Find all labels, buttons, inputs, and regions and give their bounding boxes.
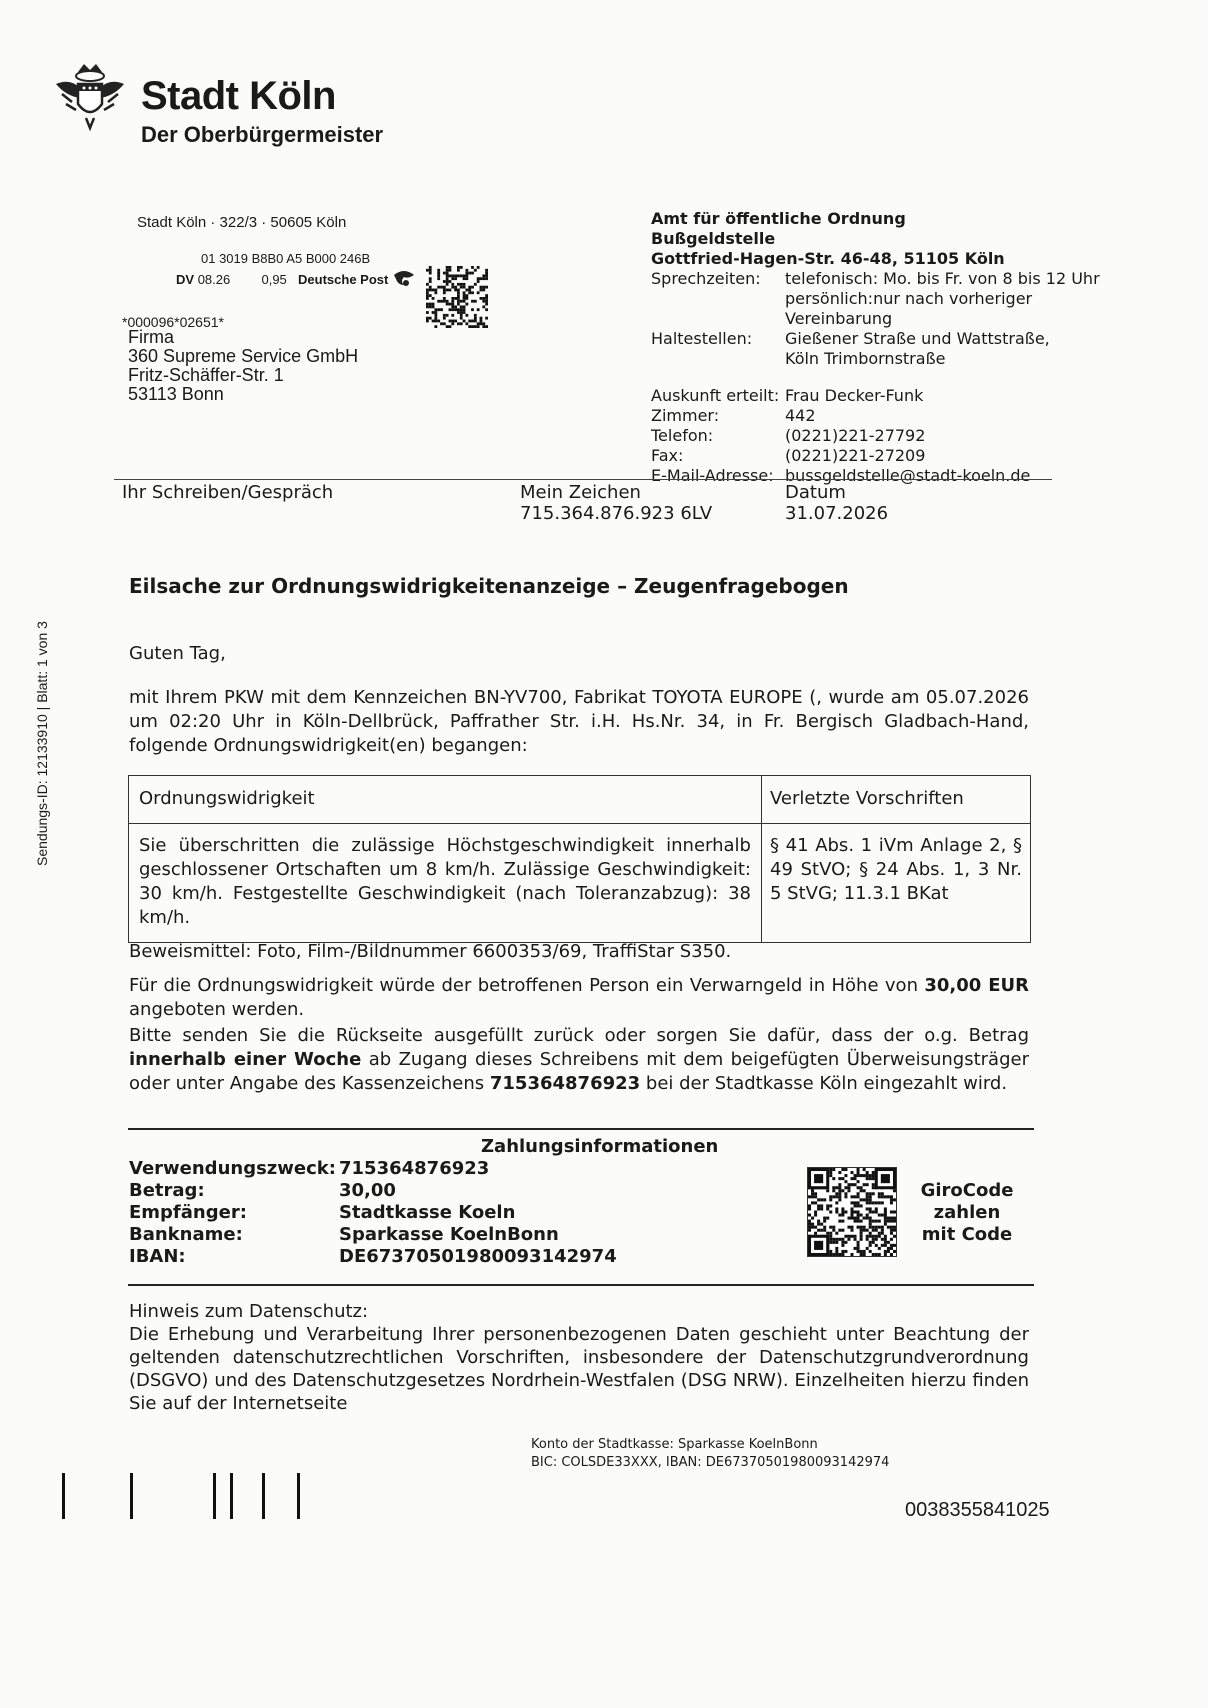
post-horn-icon: [392, 269, 416, 292]
footer-bank: [531, 1436, 889, 1472]
violation-table: [128, 775, 1031, 943]
authority-address: Gottfried-Hagen-Str. 46-48, 51105 Köln: [651, 249, 1005, 268]
hours-visit: persönlich:nur nach vorheriger Vereinbarung: [785, 289, 1033, 328]
payment-recipient: Stadtkasse Koeln: [339, 1202, 516, 1223]
contact-key: E-Mail-Adresse:: [651, 466, 774, 485]
payment-purpose: 715364876923: [339, 1158, 490, 1179]
postage-code: 01 3019 B8B0 A5 B000 246B: [201, 251, 371, 266]
stops-label: Haltestellen:: [651, 329, 753, 348]
contact-phone: (0221)221-27792: [785, 426, 926, 445]
recipient-line: 53113 Bonn: [128, 384, 224, 404]
girocode-line: GiroCode: [920, 1180, 1014, 1201]
payment-bottom-rule: [128, 1284, 1034, 1286]
postage-carrier: Deutsche Post: [298, 271, 389, 287]
privacy-text: Die Erhebung und Verarbeitung Ihrer personenbezogenen Daten geschieht unter Beachtung der geltenden datenschutzrechtlichen Vorschriften, insbesondere der Datenschutzgrundverordnung (DSGVO) und des Datenschutzgesetzes Nordrhein-Westfalen (DSG NRW). Einzelheiten hierzu finden Sie auf der Internetseite: [129, 1324, 1029, 1414]
postage-matrix-code: [426, 266, 488, 332]
recipient-line: Fritz-Schäffer-Str. 1: [128, 365, 284, 385]
offense-rules: § 41 Abs. 1 iVm Anlage 2, § 49 StVO; § 24 Abs. 1, 3 Nr. 5 StVG; 11.3.1 BKat: [762, 824, 1031, 943]
contact-key: Fax:: [651, 446, 684, 465]
contact-email[interactable]: bussgeldstelle@stadt-koeln.de: [785, 466, 1031, 485]
privacy-title: Hinweis zum Datenschutz:: [129, 1301, 369, 1322]
girocode-box[interactable]: [807, 1167, 897, 1257]
hours-phone: telefonisch: Mo. bis Fr. von 8 bis 12 Uhr: [785, 269, 1100, 288]
girocode-line: mit Code: [921, 1224, 1013, 1245]
request-cash-code: 715364876923: [489, 1073, 641, 1094]
hours-label: Sprechzeiten:: [651, 269, 761, 288]
fine-text: Für die Ordnungswidrigkeit würde der betroffenen Person ein Verwarngeld in Höhe von: [129, 975, 925, 996]
divider: [114, 479, 1052, 480]
omr-mark: [130, 1473, 133, 1519]
postage-line: [176, 269, 416, 292]
girocode-line: zahlen: [933, 1202, 1001, 1223]
contact-fax: (0221)221-27209: [785, 446, 926, 465]
date-label: Datum: [785, 482, 846, 503]
contact-key: Zimmer:: [651, 406, 720, 425]
evidence: Beweismittel: Foto, Film-/Bildnummer 6600353/69, TraffiStar S350.: [129, 941, 732, 962]
stops-1: Gießener Straße und Wattstraße,: [785, 329, 1050, 348]
subject: Eilsache zur Ordnungswidrigkeitenanzeige – Zeugenfragebogen: [129, 574, 849, 598]
omr-mark: [213, 1473, 216, 1519]
postage-dv-number: 08.26: [197, 271, 231, 287]
table-header-offense: Ordnungswidrigkeit: [129, 776, 762, 824]
contact-key: Telefon:: [651, 426, 714, 445]
request-paragraph: [129, 1024, 1029, 1096]
request-text-end: bei der Stadtkasse Köln eingezahlt wird.: [640, 1073, 1008, 1094]
fine-paragraph: [129, 974, 1029, 1022]
payment-key: Betrag:: [129, 1180, 205, 1201]
city-logo: [50, 58, 130, 134]
omr-mark: [230, 1473, 233, 1519]
payment-details: [129, 1158, 617, 1268]
footer-bank-line: BIC: COLSDE33XXX, IBAN: DE67370501980093142974: [531, 1455, 890, 1470]
table-header-rules: Verletzte Vorschriften: [762, 776, 1031, 824]
contact-key: Auskunft erteilt:: [651, 386, 780, 405]
my-ref-value: 715.364.876.923 6LV: [520, 503, 713, 524]
table-row: [129, 824, 1031, 943]
qr-code-icon: [808, 1168, 896, 1256]
contact-room: 442: [785, 406, 816, 425]
my-ref-label: Mein Zeichen: [520, 482, 641, 503]
request-deadline: innerhalb einer Woche: [129, 1049, 362, 1070]
office-title: Der Oberbürgermeister: [141, 122, 384, 147]
your-letter-label: Ihr Schreiben/Gespräch: [122, 482, 334, 503]
fine-amount: 30,00 EUR: [924, 975, 1029, 996]
authority-block: [651, 209, 1111, 486]
offense-description: Sie überschritten die zulässige Höchstgeschwindigkeit innerhalb geschlossener Ortschaften um 8 km/h. Zulässige Geschwindigkeit: 30 km/h. Festgestellte Geschwindigkeit (nach Toleranzabzug): 38 km/h.: [129, 824, 762, 943]
girocode-label: [908, 1180, 1026, 1246]
payment-key: IBAN:: [129, 1246, 186, 1267]
omr-mark: [297, 1473, 300, 1519]
omr-mark: [62, 1473, 65, 1519]
request-text: Bitte senden Sie die Rückseite ausgefüllt zurück oder sorgen Sie dafür, dass der o.g. Betrag: [129, 1025, 1029, 1046]
greeting: Guten Tag,: [129, 643, 226, 664]
postage-amount: 0,95: [261, 271, 287, 287]
stops-2: Köln Trimbornstraße: [785, 349, 946, 368]
postage-dv: DV: [176, 271, 195, 287]
city-name: Stadt Köln: [141, 74, 336, 118]
payment-title: Zahlungsinformationen: [481, 1136, 719, 1157]
shipment-id: Sendungs-ID: 12133910 | Blatt: 1 von 3: [34, 621, 50, 866]
omr-mark: [262, 1473, 265, 1519]
intro-paragraph: mit Ihrem PKW mit dem Kennzeichen BN-YV700, Fabrikat TOYOTA EUROPE (, wurde am 05.07.2026 um 02:20 Uhr in Köln-Dellbrück, Paffrather Str. i.H. Hs.Nr. 34, in Fr. Bergisch Gladbach-Hand, folgende Ordnungswidrigkeit(en) begangen:: [129, 687, 1029, 756]
coat-of-arms-icon: [50, 58, 130, 134]
sender-line: Stadt Köln · 322/3 · 50605 Köln: [137, 214, 347, 231]
recipient-line: 360 Supreme Service GmbH: [128, 346, 359, 366]
payment-key: Verwendungszweck:: [129, 1158, 336, 1179]
table-header-row: [129, 776, 1031, 824]
payment-bank: Sparkasse KoelnBonn: [339, 1224, 559, 1245]
payment-key: Bankname:: [129, 1224, 243, 1245]
payment-amount: 30,00: [339, 1180, 396, 1201]
contact-person: Frau Decker-Funk: [785, 386, 924, 405]
fine-text-end: angeboten werden.: [129, 999, 305, 1020]
payment-iban: DE67370501980093142974: [339, 1246, 617, 1267]
recipient-line: Firma: [128, 327, 174, 347]
payment-key: Empfänger:: [129, 1202, 247, 1223]
authority-unit: Bußgeldstelle: [651, 229, 776, 248]
date-value: 31.07.2026: [785, 503, 889, 524]
payment-top-rule: [128, 1128, 1034, 1130]
recipient-ref: *000096*02651*: [122, 314, 224, 330]
recipient-address: [128, 328, 358, 404]
request-text-mid: ab Zugang dieses Schreibens mit dem beigefügten Überweisungsträger oder unter Angabe des Kassenzeichens: [129, 1049, 1029, 1094]
document-number: 0038355841025: [905, 1499, 1050, 1521]
footer-bank-line: Konto der Stadtkasse: Sparkasse KoelnBonn: [531, 1437, 818, 1452]
authority-dept: Amt für öffentliche Ordnung: [651, 209, 906, 228]
